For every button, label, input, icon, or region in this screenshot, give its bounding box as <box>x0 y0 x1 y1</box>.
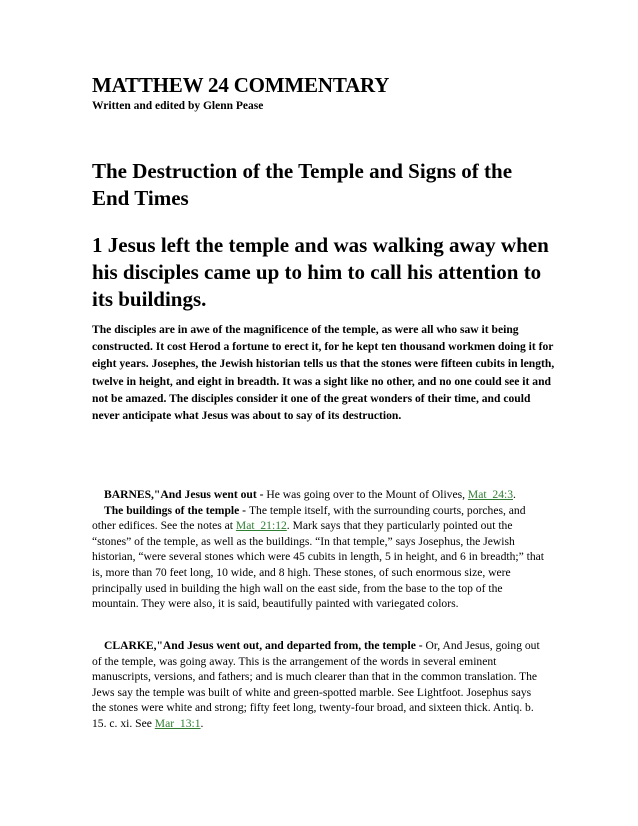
verse-heading: 1 Jesus left the temple and was walking away when his disciples came up to him to call his attention to its buildings. <box>92 233 549 311</box>
clarke-commentary <box>92 638 547 732</box>
barnes-commentary <box>92 487 547 612</box>
section-heading: The Destruction of the Temple and Signs of the End Times <box>92 159 513 210</box>
barnes-text: The temple itself, with the surrounding courts, porches, and other edifices. See the notes at <box>92 503 526 533</box>
clarke-paragraph <box>92 638 547 732</box>
document-title: MATTHEW 24 COMMENTARY <box>92 73 390 97</box>
clarke-lead: CLARKE,"And Jesus went out, and departed from, the temple - <box>104 639 426 652</box>
reference-link-mat-21-12[interactable]: Mat_21:12 <box>235 519 287 533</box>
barnes-text: . Mark says that they particularly pointed out the “stones” of the temple, as well as the buildings. “In that temple,” says Josephus, the Jewish historian, “were several stones which were 45 cubits in length, 5 in height, and 6 in breadth;” that is, more than 70 feet long, 10 wide, and 8 high. These stones, of such enormous size, were principally used in building the high wall on the east side, from the base to the top of the mountain. They were also, it is said, beautifully painted with variegated colors. <box>92 519 545 611</box>
reference-link-mar-13-1[interactable]: Mar_13:1 <box>154 716 201 730</box>
barnes-paragraph-1 <box>92 487 547 503</box>
clarke-text-end: . <box>200 716 204 730</box>
document-subtitle: Written and edited by Glenn Pease <box>92 100 264 112</box>
barnes-subheading: The buildings of the temple - <box>104 503 249 517</box>
reference-link-mat-24-3[interactable]: Mat_24:3 <box>467 488 514 501</box>
barnes-paragraph-2 <box>92 503 547 612</box>
clarke-text: Or, And Jesus, going out of the temple, was going away. This is the arrangement of the words in several eminent manuscripts, versions, and fathers; and is much clearer than that in the common translation. The Jews say the temple was built of white and green-spotted marble. See Lightfoot. Josephus says the stones were white and strong; fifty feet long, twenty-four broad, and sixteen thick. Antiq. b. 15. c. xi. See <box>92 639 540 730</box>
intro-paragraph: The disciples are in awe of the magnificence of the temple, as were all who saw it being constructed. It cost Herod a fortune to erect it, for he kept ten thousand workmen doing it for eight years. Josephes, the Jewish historian tells us that the stones were fifteen cubits in length, twelve in height, and eight in breadth. It was a sight like no other, and no one could see it and not be amazed. The disciples consider it one of the great wonders of their time, and could never anticipate what Jesus was about to say of its destruction. <box>92 323 555 423</box>
barnes-lead: BARNES,"And Jesus went out - <box>104 488 267 501</box>
barnes-text: He was going over to the Mount of Olives, <box>266 488 468 501</box>
barnes-text-end: . <box>513 488 516 501</box>
